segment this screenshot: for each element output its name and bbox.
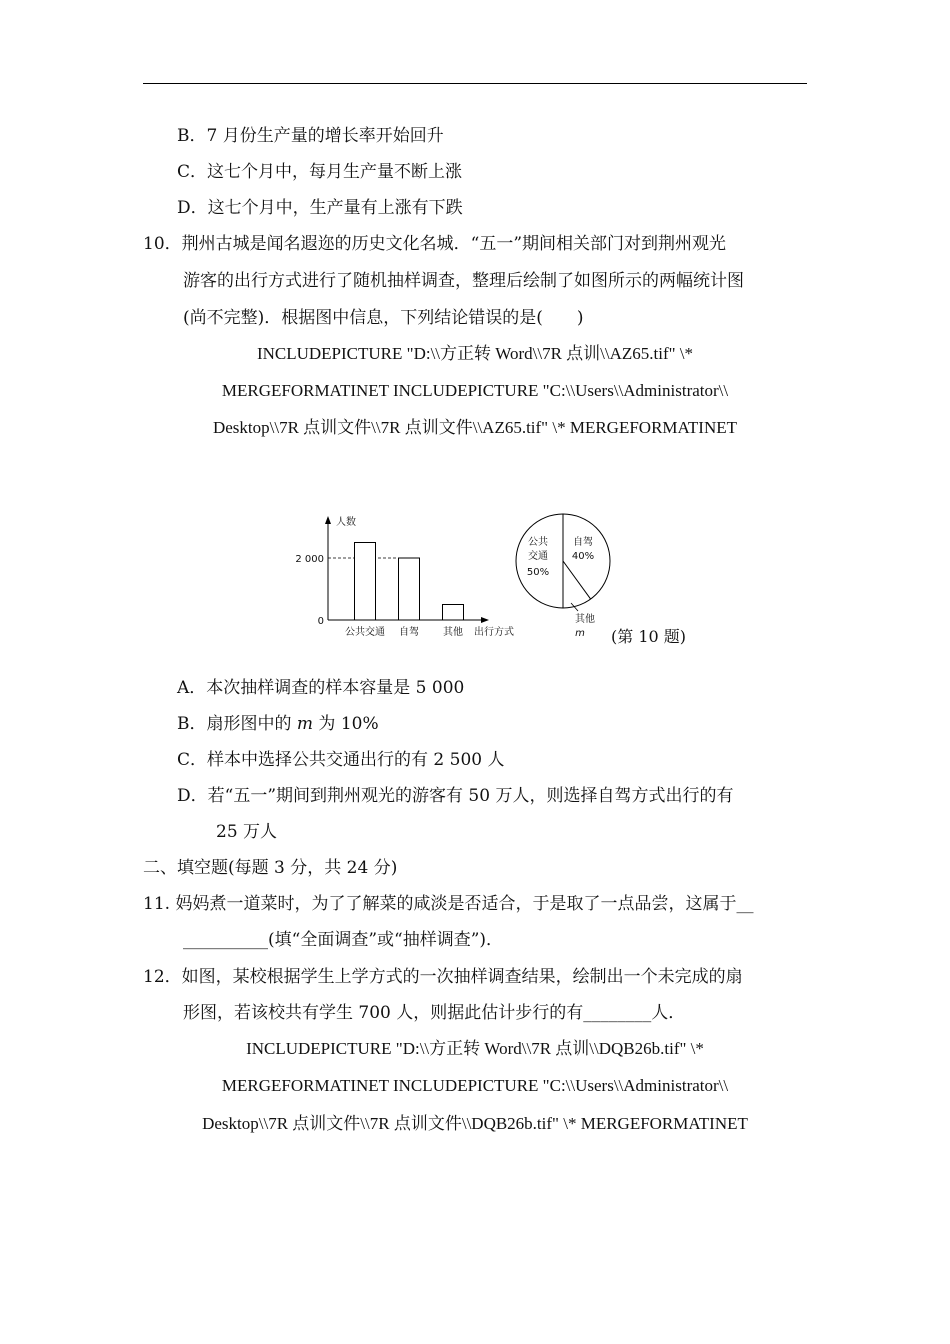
q10-option-c: C．样本中选择公共交通出行的有 2 500 人 (177, 750, 505, 770)
q9-option-c: C．这七个月中，每月生产量不断上涨 (177, 162, 463, 182)
bar-y-axis-label: 人数 (336, 517, 356, 528)
bar-y-axis-arrow (325, 516, 331, 524)
q10-option-d-line-1: D．若“五一”期间到荆州观光的游客有 50 万人，则选择自驾方式出行的有 (177, 786, 734, 806)
pie-label-public-2: 交通 (528, 551, 548, 562)
q9-option-b: B．7 月份生产量的增长率开始回升 (177, 126, 444, 146)
bar-x-axis-label: 出行方式 (474, 627, 514, 638)
bar-x-axis-arrow (481, 617, 489, 623)
q10-option-a: A．本次抽样调查的样本容量是 5 000 (177, 678, 465, 698)
q12-includepicture-3: Desktop\\7R 点训文件\\7R 点训文件\\DQB26b.tif" \* MERGEFORMATINET (202, 1114, 748, 1133)
bar-category-public: 公共交通 (345, 627, 385, 638)
figure-caption: (第 10 题) (611, 627, 687, 646)
pie-label-self-pct: 40% (571, 551, 595, 562)
section-2-heading: 二、填空题(每题 3 分，共 24 分) (143, 858, 398, 878)
q12-line-1: 12．如图，某校根据学生上学方式的一次抽样调查结果，绘制出一个未完成的扇 (143, 967, 743, 987)
bar-1 (355, 543, 376, 621)
q10-includepicture-1: INCLUDEPICTURE "D:\\方正转 Word\\7R 点训\\AZ65.tif" \* (256, 344, 694, 363)
pie-label-public-pct: 50% (526, 567, 550, 578)
q10-option-b-variable: m (296, 714, 314, 734)
q12-includepicture-2: MERGEFORMATINET INCLUDEPICTURE "C:\\Users\\Administrator\\ (221, 1076, 729, 1095)
pie-label-other-m: m (575, 628, 585, 639)
q10-stem-line-3: (尚不完整)．根据图中信息，下列结论错误的是( ) (183, 308, 584, 328)
q11-line-2: __________(填“全面调查”或“抽样调查”)． (183, 930, 504, 950)
q10-option-b-text-1: B．扇形图中的 (177, 714, 297, 734)
q10-option-b (177, 713, 379, 735)
bar-y-tick-2000: 2 000 (295, 554, 324, 565)
q10-stem-line-2: 游客的出行方式进行了随机抽样调查，整理后绘制了如图所示的两幅统计图 (183, 271, 744, 291)
bar-category-other: 其他 (443, 627, 463, 638)
bar-3 (443, 605, 464, 621)
bar-y-tick-0: 0 (317, 616, 324, 627)
bar-2 (399, 558, 420, 620)
q10-includepicture-2: MERGEFORMATINET INCLUDEPICTURE "C:\\Users\\Administrator\\ (221, 381, 729, 400)
q12-includepicture-1: INCLUDEPICTURE "D:\\方正转 Word\\7R 点训\\DQB26b.tif" \* (246, 1039, 704, 1058)
q10-stem-line-1: 10．荆州古城是闻名遐迩的历史文化名城．“五一”期间相关部门对到荆州观光 (143, 234, 727, 254)
header-rule (143, 83, 807, 84)
q9-option-d: D．这七个月中，生产量有上涨有下跌 (177, 198, 463, 218)
q12-line-2: 形图，若该校共有学生 700 人，则据此估计步行的有________人． (183, 1003, 686, 1023)
q11-line-1: 11. 妈妈煮一道菜时，为了了解菜的咸淡是否适合，于是取了一点品尝，这属于__ (143, 894, 754, 914)
q10-figure (290, 505, 700, 650)
q10-option-b-text-2: 为 10% (313, 714, 379, 734)
q10-includepicture-3: Desktop\\7R 点训文件\\7R 点训文件\\AZ65.tif" \* MERGEFORMATINET (212, 418, 738, 437)
pie-label-public-1: 公共 (528, 537, 548, 548)
bar-category-self: 自驾 (399, 627, 419, 638)
pie-label-other: 其他 (575, 614, 595, 625)
q10-option-d-line-2: 25 万人 (216, 822, 278, 842)
pie-label-self-1: 自驾 (573, 537, 593, 548)
